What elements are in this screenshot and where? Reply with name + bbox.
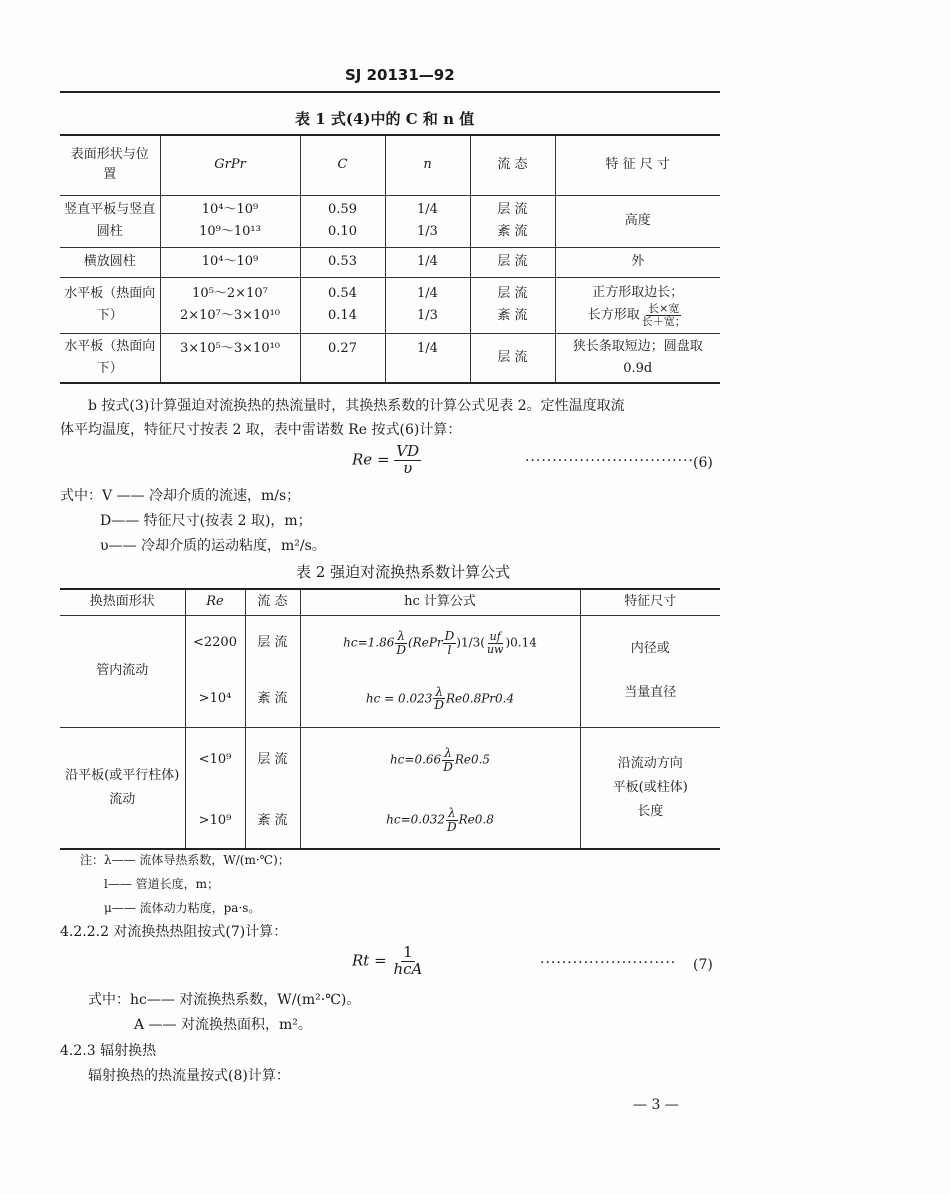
table1	[60, 134, 720, 384]
where7-line1: 式中：hc—— 对流换热系数，W/(m²·℃)。	[88, 992, 361, 1008]
table1-cell: 水平板（热面向下）	[60, 333, 160, 383]
table1-cell: 1/4	[385, 333, 470, 383]
where6-line2: D—— 特征尺寸(按表 2 取)，m；	[100, 513, 312, 529]
section-4-2-2-2-title: 4.2.2.2 对流换热热阻按式(7)计算：	[60, 924, 288, 940]
table2-formula-2: hc = 0.023 $\frac{\lambda}{D}$ Re0.8Pr0.4	[300, 671, 580, 727]
table1-cell: 外	[555, 247, 720, 277]
equation-6-label: (6)	[693, 455, 713, 471]
table2-cell: 管内流动	[60, 615, 185, 727]
equation-7-label: (7)	[693, 957, 713, 973]
table1-cell: 0.53	[300, 247, 385, 277]
table2-header-flow: 流 态	[245, 589, 300, 615]
header-rule	[60, 91, 720, 93]
table2-cell: <2200	[185, 615, 245, 671]
section-4-2-3-title: 4.2.3 辐射换热	[60, 1043, 157, 1059]
note-line1: 注：λ—— 流体导热系数，W/(m·℃)；	[80, 853, 290, 867]
table1-cell: 0.59 0.10	[300, 195, 385, 247]
table1-cell: 竖直平板与竖直圆柱	[60, 195, 160, 247]
table2	[60, 588, 720, 850]
table1-cell: 层 流 紊 流	[470, 277, 555, 333]
table1-cell: 0.27	[300, 333, 385, 383]
para-b-line1: b 按式(3)计算强迫对流换热的热流量时，其换热系数的计算公式见表 2。定性温度取流	[88, 398, 625, 414]
para-b-line2: 体平均温度，特征尺寸按表 2 取，表中雷诺数 Re 按式(6)计算：	[60, 422, 462, 438]
table2-header-formula: hc 计算公式	[300, 589, 580, 615]
table2-cell: 层 流	[245, 615, 300, 671]
section-4-2-3-body: 辐射换热的热流量按式(8)计算：	[88, 1068, 290, 1084]
table2-formula-3: hc=0.66 $\frac{\lambda}{D}$ Re0.5	[300, 727, 580, 793]
page-number: — 3 —	[633, 1097, 679, 1113]
where6-line1: 式中：V —— 冷却介质的流速，m/s；	[60, 488, 301, 504]
table1-cell: 10⁵～2×10⁷ 2×10⁷～3×10¹⁰	[160, 277, 300, 333]
table1-header-feature: 特 征 尺 寸	[555, 135, 720, 195]
where6-line3: υ—— 冷却介质的运动粘度，m²/s。	[100, 538, 326, 554]
table1-cell: 3×10⁵～3×10¹⁰	[160, 333, 300, 383]
table1-cell: 正方形取边长； 长方形取 $\frac{\text{长×宽}}{\text{长＋宽；}}$	[555, 277, 720, 333]
table2-cell: >10⁴	[185, 671, 245, 727]
table1-header-n: n	[385, 135, 470, 195]
table2-cell: 内径或 当量直径	[580, 615, 720, 727]
table1-cell: 高度	[555, 195, 720, 247]
note-line3: μ—— 流体动力粘度，pa·s。	[104, 901, 261, 915]
table1-cell: 1/4 1/3	[385, 195, 470, 247]
table2-header-shape: 换热面形状	[60, 589, 185, 615]
table1-header-grpr: GrPr	[160, 135, 300, 195]
table1-header-shape: 表面形状与位 置	[60, 135, 160, 195]
table2-formula-1: hc=1.86 $\frac{\lambda}{D}$ (RePr $\frac{D}{l}$ )1/3( $\frac{uf}{uw}$ )0.14	[300, 615, 580, 671]
table1-cell: 水平板（热面向下）	[60, 277, 160, 333]
table2-cell: 沿平板(或平行柱体)流动	[60, 727, 185, 849]
table1-cell: 狭长条取短边；圆盘取 0.9d	[555, 333, 720, 383]
table1-header-c: C	[300, 135, 385, 195]
table1-cell: 10⁴～10⁹	[160, 247, 300, 277]
table1-cell: 1/4	[385, 247, 470, 277]
table1-cell: 层 流	[470, 333, 555, 383]
note-line2: l—— 管道长度，m；	[104, 877, 220, 891]
where7-line2: A —— 对流换热面积，m²。	[134, 1017, 312, 1033]
table2-cell: 紊 流	[245, 793, 300, 849]
table2-cell: 紊 流	[245, 671, 300, 727]
table2-cell: 层 流	[245, 727, 300, 793]
table1-cell: 层 流 紊 流	[470, 195, 555, 247]
table1-title: 表 1 式(4)中的 C 和 n 值	[295, 110, 475, 128]
equation-6-leader: ·······························	[525, 453, 694, 469]
table1-cell: 1/4 1/3	[385, 277, 470, 333]
equation-7-leader: ·························	[540, 955, 677, 971]
standard-code: SJ 20131—92	[345, 66, 455, 84]
table1-cell: 层 流	[470, 247, 555, 277]
table1-cell: 0.54 0.14	[300, 277, 385, 333]
table2-cell: <10⁹	[185, 727, 245, 793]
table2-cell: 沿流动方向 平板(或柱体) 长度	[580, 727, 720, 849]
table1-cell: 横放圆柱	[60, 247, 160, 277]
table2-header-re: Re	[185, 589, 245, 615]
equation-7: Rt = $\frac{1}{\text{hcA}}$	[352, 943, 423, 978]
table2-header-feature: 特征尺寸	[580, 589, 720, 615]
equation-6: Re = $\frac{VD}{\upsilon}$	[352, 442, 420, 477]
table2-formula-4: hc=0.032 $\frac{\lambda}{D}$ Re0.8	[300, 793, 580, 849]
table1-header-flow: 流 态	[470, 135, 555, 195]
table2-cell: >10⁹	[185, 793, 245, 849]
table1-cell: 10⁴～10⁹ 10⁹～10¹³	[160, 195, 300, 247]
table2-title: 表 2 强迫对流换热系数计算公式	[296, 563, 511, 581]
